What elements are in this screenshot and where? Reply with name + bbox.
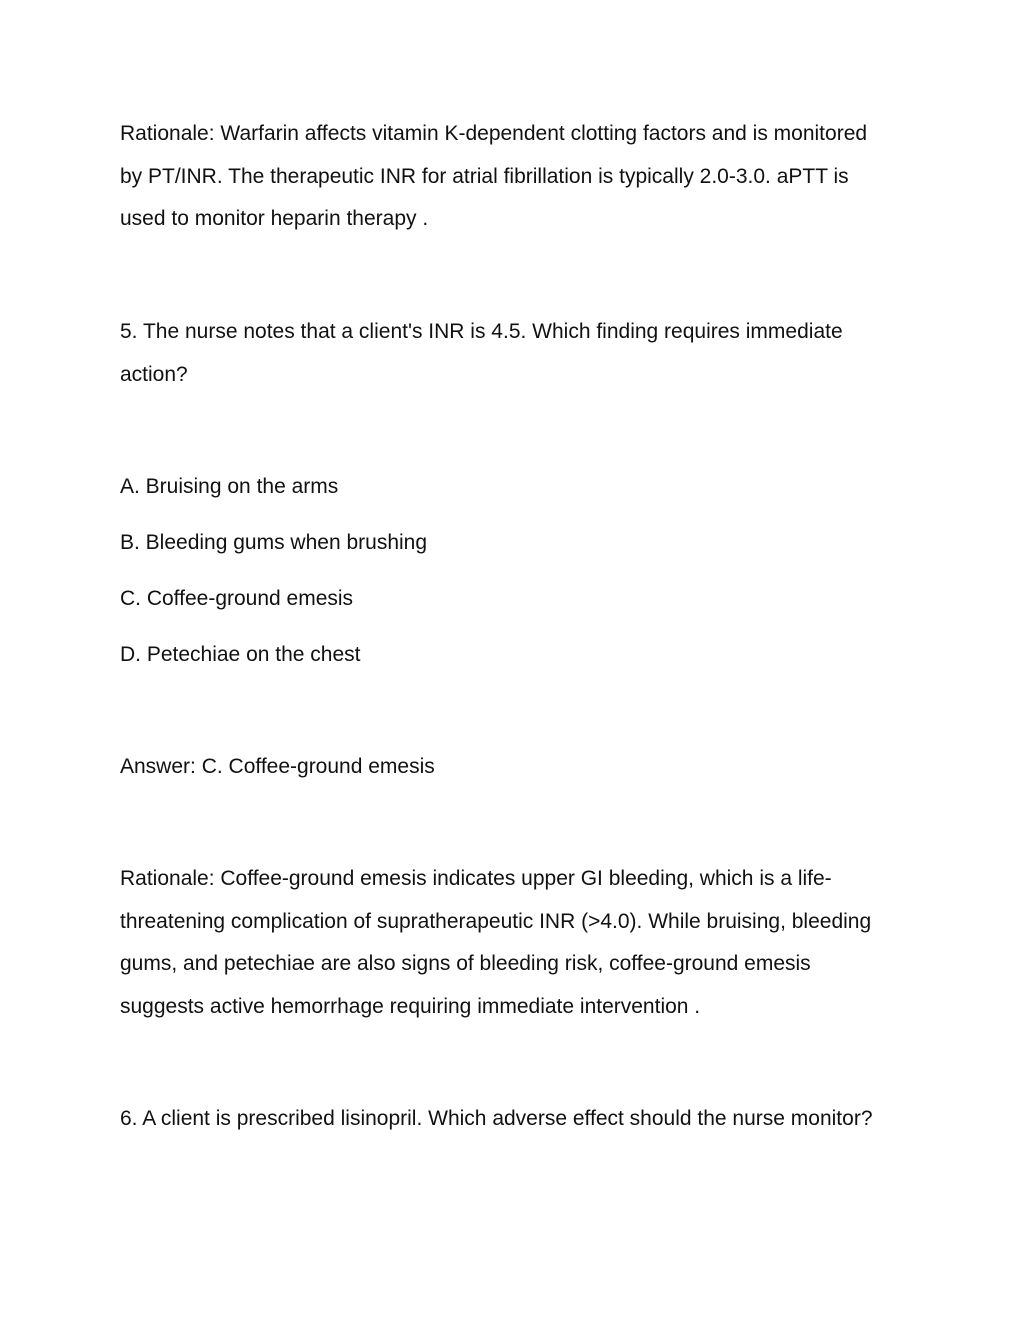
- rationale-2-line-1: Rationale: Coffee-ground emesis indicates upper GI bleeding, which is a life-: [120, 867, 832, 890]
- rationale-1-line-2: by PT/INR. The therapeutic INR for atrial fibrillation is typically 2.0-3.0. aPTT is: [120, 164, 849, 188]
- rationale-1-line-3: used to monitor heparin therapy .: [120, 207, 429, 231]
- rationale-2-line-2: threatening complication of supratherapeutic INR (>4.0). While bruising, bleeding: [120, 909, 872, 933]
- question-5-line-1: 5. The nurse notes that a client's INR is 4.5. Which finding requires immediate: [120, 320, 843, 343]
- option-d: D. Petechiae on the chest: [120, 643, 361, 666]
- rationale-2-line-3: gums, and petechiae are also signs of bleeding risk, coffee-ground emesis: [120, 952, 811, 976]
- option-a: A. Bruising on the arms: [120, 475, 339, 498]
- rationale-paragraph-2: [120, 858, 910, 1029]
- question-5-stem: [120, 311, 910, 396]
- answer-line: Answer: C. Coffee-ground emesis: [120, 755, 435, 778]
- question-5-line-2: action?: [120, 362, 188, 386]
- question-6-stem: 6. A client is prescribed lisinopril. Which adverse effect should the nurse monitor?: [120, 1107, 873, 1130]
- rationale-1-line-1: Rationale: Warfarin affects vitamin K-dependent clotting factors and is monitored: [120, 122, 868, 145]
- rationale-2-line-4: suggests active hemorrhage requiring immediate intervention .: [120, 995, 701, 1019]
- option-b: B. Bleeding gums when brushing: [120, 531, 428, 554]
- rationale-paragraph-1: [120, 113, 910, 241]
- option-c: C. Coffee-ground emesis: [120, 587, 354, 610]
